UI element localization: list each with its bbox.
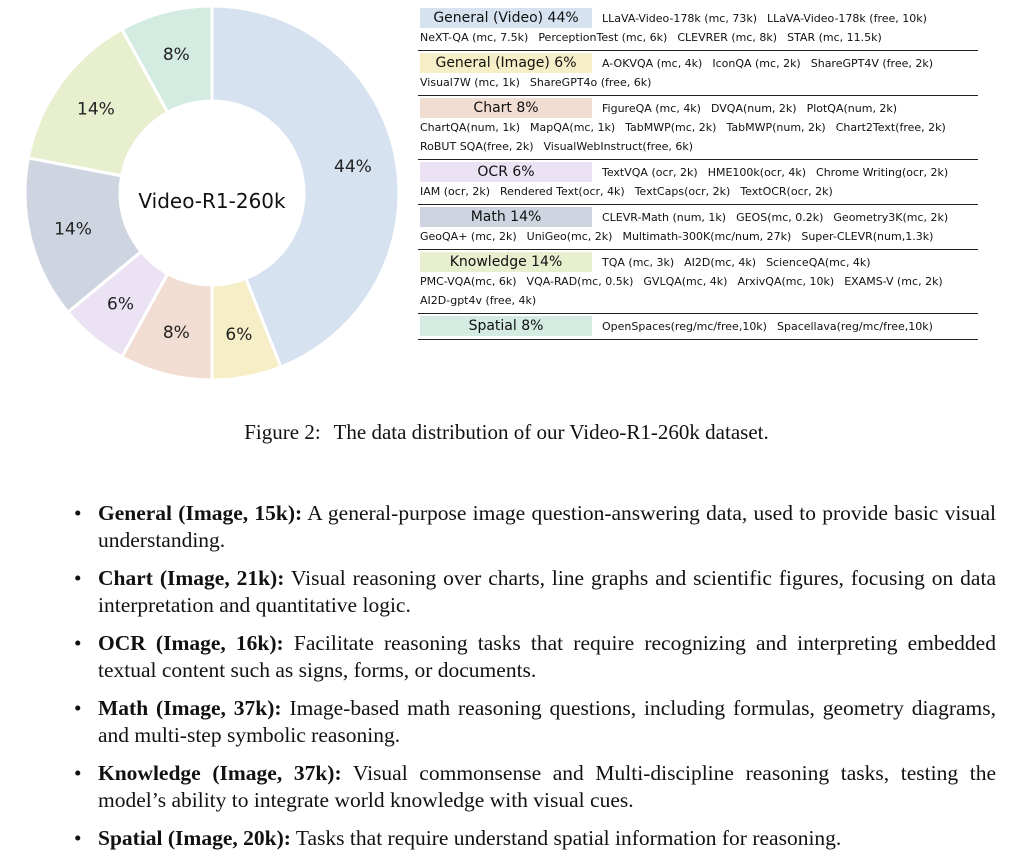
dataset-item: STAR (mc, 11.5k)	[787, 31, 882, 44]
dataset-item: Multimath-300K(mc/num, 27k)	[622, 230, 792, 243]
dataset-item: CLEVR-Math (num, 1k)	[602, 210, 727, 224]
bullet-item	[74, 760, 996, 814]
category-line	[420, 291, 978, 310]
dataset-item: GEOS(mc, 0.2k)	[736, 210, 824, 224]
category-line	[420, 316, 978, 336]
dataset-item: TextCaps(ocr, 2k)	[634, 185, 731, 198]
donut-chart	[15, 0, 410, 395]
slice-value-label: 14%	[54, 219, 92, 240]
bullet-text: A general-purpose image question-answering data, used to provide basic visual understanding.	[98, 501, 996, 552]
slice-value-label: 44%	[334, 157, 372, 178]
bullet-text: Visual reasoning over charts, line graphs and scientific figures, focusing on data interpretation and quantitative logic.	[98, 566, 996, 617]
dataset-item: ShareGPT4o (free, 6k)	[529, 76, 652, 89]
category-line	[420, 73, 978, 92]
dataset-item: PMC-VQA(mc, 6k)	[420, 275, 517, 288]
category-line	[420, 162, 978, 182]
category-badge: Chart 8%	[420, 98, 592, 118]
dataset-item: GeoQA+ (mc, 2k)	[420, 230, 517, 243]
dataset-item: TQA (mc, 3k)	[602, 255, 675, 269]
bullet-text: Tasks that require understand spatial information for reasoning.	[290, 826, 842, 850]
dataset-item: ChartQA(num, 1k)	[420, 121, 521, 134]
dataset-bullet-list	[74, 500, 996, 863]
category-line	[420, 53, 978, 73]
bullet-heading: General (Image, 15k):	[98, 501, 303, 525]
bullet-icon: •	[74, 501, 82, 525]
category-badge: Spatial 8%	[420, 316, 592, 336]
figure-caption	[0, 420, 1013, 445]
dataset-item: HME100k(ocr, 4k)	[707, 165, 807, 179]
chart-center-title: Video-R1-260k	[138, 189, 286, 213]
dataset-item: PlotQA(num, 2k)	[806, 101, 898, 115]
category-line	[420, 8, 978, 28]
dataset-item: VisualWebInstruct(free, 6k)	[543, 140, 694, 153]
dataset-item: IconQA (mc, 2k)	[712, 56, 801, 70]
dataset-item: Spacellava(reg/mc/free,10k)	[776, 319, 933, 333]
dataset-item: RoBUT SQA(free, 2k)	[420, 140, 534, 153]
dataset-item: PerceptionTest (mc, 6k)	[538, 31, 668, 44]
dataset-item: IAM (ocr, 2k)	[420, 185, 491, 198]
dataset-item: A-OKVQA (mc, 4k)	[602, 56, 703, 70]
dataset-item: Super-CLEVR(num,1.3k)	[801, 230, 934, 243]
bullet-item	[74, 825, 996, 852]
bullet-icon: •	[74, 631, 82, 655]
bullet-item	[74, 695, 996, 749]
category-badge: Knowledge 14%	[420, 252, 592, 272]
dataset-item: LLaVA-Video-178k (mc, 73k)	[602, 11, 757, 25]
category-badge: General (Image) 6%	[420, 53, 592, 73]
dataset-item: DVQA(num, 2k)	[710, 101, 797, 115]
bullet-heading: Chart (Image, 21k):	[98, 566, 285, 590]
category-row	[418, 96, 978, 160]
category-row	[418, 160, 978, 205]
category-line	[420, 98, 978, 118]
bullet-item	[74, 565, 996, 619]
dataset-item: ScienceQA(mc, 4k)	[766, 255, 871, 269]
bullet-text: Facilitate reasoning tasks that require recognizing and interpreting embedded textual content such as signs, forms, or documents.	[98, 631, 996, 682]
category-row	[418, 205, 978, 250]
dataset-item: EXAMS-V (mc, 2k)	[844, 275, 943, 288]
category-line	[420, 137, 978, 156]
dataset-item: MapQA(mc, 1k)	[530, 121, 616, 134]
dataset-item: UniGeo(mc, 2k)	[526, 230, 613, 243]
category-line	[420, 207, 978, 227]
bullet-heading: Spatial (Image, 20k):	[98, 826, 291, 850]
category-badge: OCR 6%	[420, 162, 592, 182]
dataset-item: AI2D-gpt4v (free, 4k)	[420, 294, 537, 307]
figure-2	[0, 0, 1013, 400]
bullet-icon: •	[74, 761, 82, 785]
category-row	[418, 51, 978, 96]
category-line	[420, 227, 978, 246]
bullet-icon: •	[74, 566, 82, 590]
dataset-item: TextVQA (ocr, 2k)	[602, 165, 698, 179]
bullet-item	[74, 630, 996, 684]
bullet-heading: Knowledge (Image, 37k):	[98, 761, 342, 785]
category-line	[420, 252, 978, 272]
dataset-item: Geometry3K(mc, 2k)	[833, 210, 949, 224]
dataset-item: Visual7W (mc, 1k)	[420, 76, 520, 89]
category-line	[420, 272, 978, 291]
category-line	[420, 28, 978, 47]
slice-value-label: 8%	[162, 45, 190, 66]
dataset-item: Chrome Writing(ocr, 2k)	[816, 165, 949, 179]
dataset-item: Rendered Text(ocr, 4k)	[500, 185, 625, 198]
dataset-item: AI2D(mc, 4k)	[684, 255, 757, 269]
bullet-heading: OCR (Image, 16k):	[98, 631, 284, 655]
dataset-item: ShareGPT4V (free, 2k)	[810, 56, 934, 70]
category-badge: Math 14%	[420, 207, 592, 227]
dataset-item: TabMWP(mc, 2k)	[625, 121, 717, 134]
slice-value-label: 14%	[77, 99, 115, 120]
bullet-icon: •	[74, 696, 82, 720]
slice-value-label: 6%	[225, 324, 253, 345]
caption-text: The data distribution of our Video-R1-260k dataset.	[333, 420, 769, 444]
dataset-item: GVLQA(mc, 4k)	[643, 275, 728, 288]
dataset-item: ArxivQA(mc, 10k)	[737, 275, 835, 288]
category-row	[418, 250, 978, 314]
category-line	[420, 118, 978, 137]
dataset-item: Chart2Text(free, 2k)	[835, 121, 946, 134]
bullet-item	[74, 500, 996, 554]
category-row	[418, 6, 978, 51]
dataset-item: TabMWP(num, 2k)	[726, 121, 826, 134]
bullet-icon: •	[74, 826, 82, 850]
bullet-text: Visual commonsense and Multi-discipline reasoning tasks, testing the model’s ability to integrate world knowledge with visual cues.	[98, 761, 997, 812]
dataset-item: CLEVRER (mc, 8k)	[677, 31, 778, 44]
bullet-text: Image-based math reasoning questions, including formulas, geometry diagrams, and multi-step symbolic reasoning.	[98, 696, 996, 747]
category-line	[420, 182, 978, 201]
bullet-heading: Math (Image, 37k):	[98, 696, 282, 720]
caption-number: Figure 2:	[244, 420, 321, 444]
dataset-table	[418, 6, 978, 340]
category-badge: General (Video) 44%	[420, 8, 592, 28]
category-row	[418, 314, 978, 340]
dataset-item: LLaVA-Video-178k (free, 10k)	[767, 11, 927, 25]
dataset-item: FigureQA (mc, 4k)	[602, 101, 701, 115]
dataset-item: TextOCR(ocr, 2k)	[740, 185, 833, 198]
dataset-item: VQA-RAD(mc, 0.5k)	[526, 275, 634, 288]
slice-value-label: 6%	[107, 294, 135, 315]
slice-value-label: 8%	[162, 322, 190, 343]
dataset-item: OpenSpaces(reg/mc/free,10k)	[602, 319, 767, 333]
dataset-item: NeXT-QA (mc, 7.5k)	[420, 31, 529, 44]
